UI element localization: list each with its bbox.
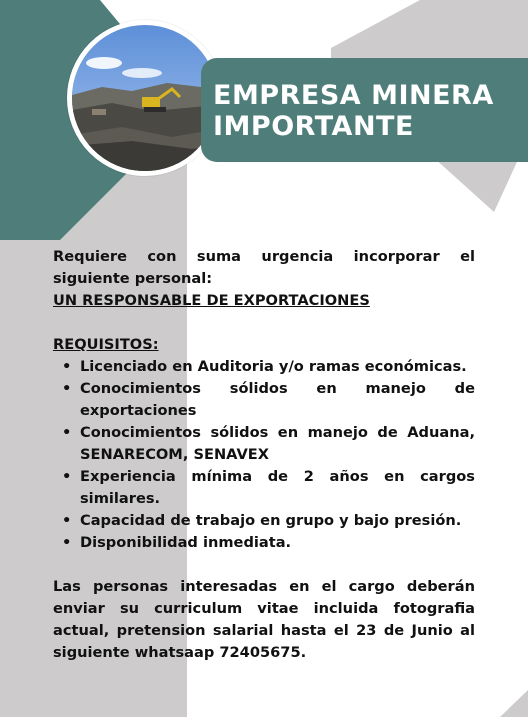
title-line-2: IMPORTANTE bbox=[213, 111, 414, 142]
requirement-item bbox=[53, 422, 475, 466]
closing-text: Las personas interesadas en el cargo deberán enviar su curriculum vitae incluida fotografia actual, pretension salarial hasta el 23 de Junio al siguiente whatsaap 72405675. bbox=[53, 578, 475, 661]
requirement-text: Experiencia mínima de 2 años en cargos similares. bbox=[80, 468, 475, 507]
job-posting-body bbox=[53, 246, 475, 664]
requirement-item bbox=[53, 378, 475, 422]
requirement-text: Licenciado en Auditoria y/o ramas económicas. bbox=[80, 358, 467, 375]
bullet-icon: • bbox=[62, 512, 72, 529]
title-banner bbox=[201, 58, 528, 162]
requirement-text: Conocimientos sólidos en manejo de exportaciones bbox=[80, 380, 475, 419]
gray-corner-bottom-right bbox=[500, 690, 528, 717]
requirement-item bbox=[53, 532, 475, 554]
bullet-icon: • bbox=[62, 468, 72, 485]
bullet-icon: • bbox=[62, 380, 72, 397]
bullet-icon: • bbox=[62, 424, 72, 441]
requirements-list bbox=[53, 356, 475, 554]
title-line-1: EMPRESA MINERA bbox=[213, 80, 494, 111]
requirement-item bbox=[53, 466, 475, 510]
mining-site-photo bbox=[67, 20, 223, 176]
bullet-icon: • bbox=[62, 358, 72, 375]
requirement-text: Conocimientos sólidos en manejo de Aduana, SENARECOM, SENAVEX bbox=[80, 424, 475, 463]
position-title: UN RESPONSABLE DE EXPORTACIONES bbox=[53, 292, 370, 309]
requirement-text: Disponibilidad inmediata. bbox=[80, 534, 292, 551]
spacer bbox=[53, 554, 475, 576]
excavator-landscape-image bbox=[72, 25, 218, 171]
requirement-item bbox=[53, 356, 475, 378]
requirement-text: Capacidad de trabajo en grupo y bajo presión. bbox=[80, 512, 462, 529]
spacer bbox=[53, 312, 475, 334]
requirements-heading: REQUISITOS: bbox=[53, 336, 159, 353]
bullet-icon: • bbox=[62, 534, 72, 551]
intro-text: Requiere con suma urgencia incorporar el siguiente personal: bbox=[53, 248, 475, 287]
requirement-item bbox=[53, 510, 475, 532]
